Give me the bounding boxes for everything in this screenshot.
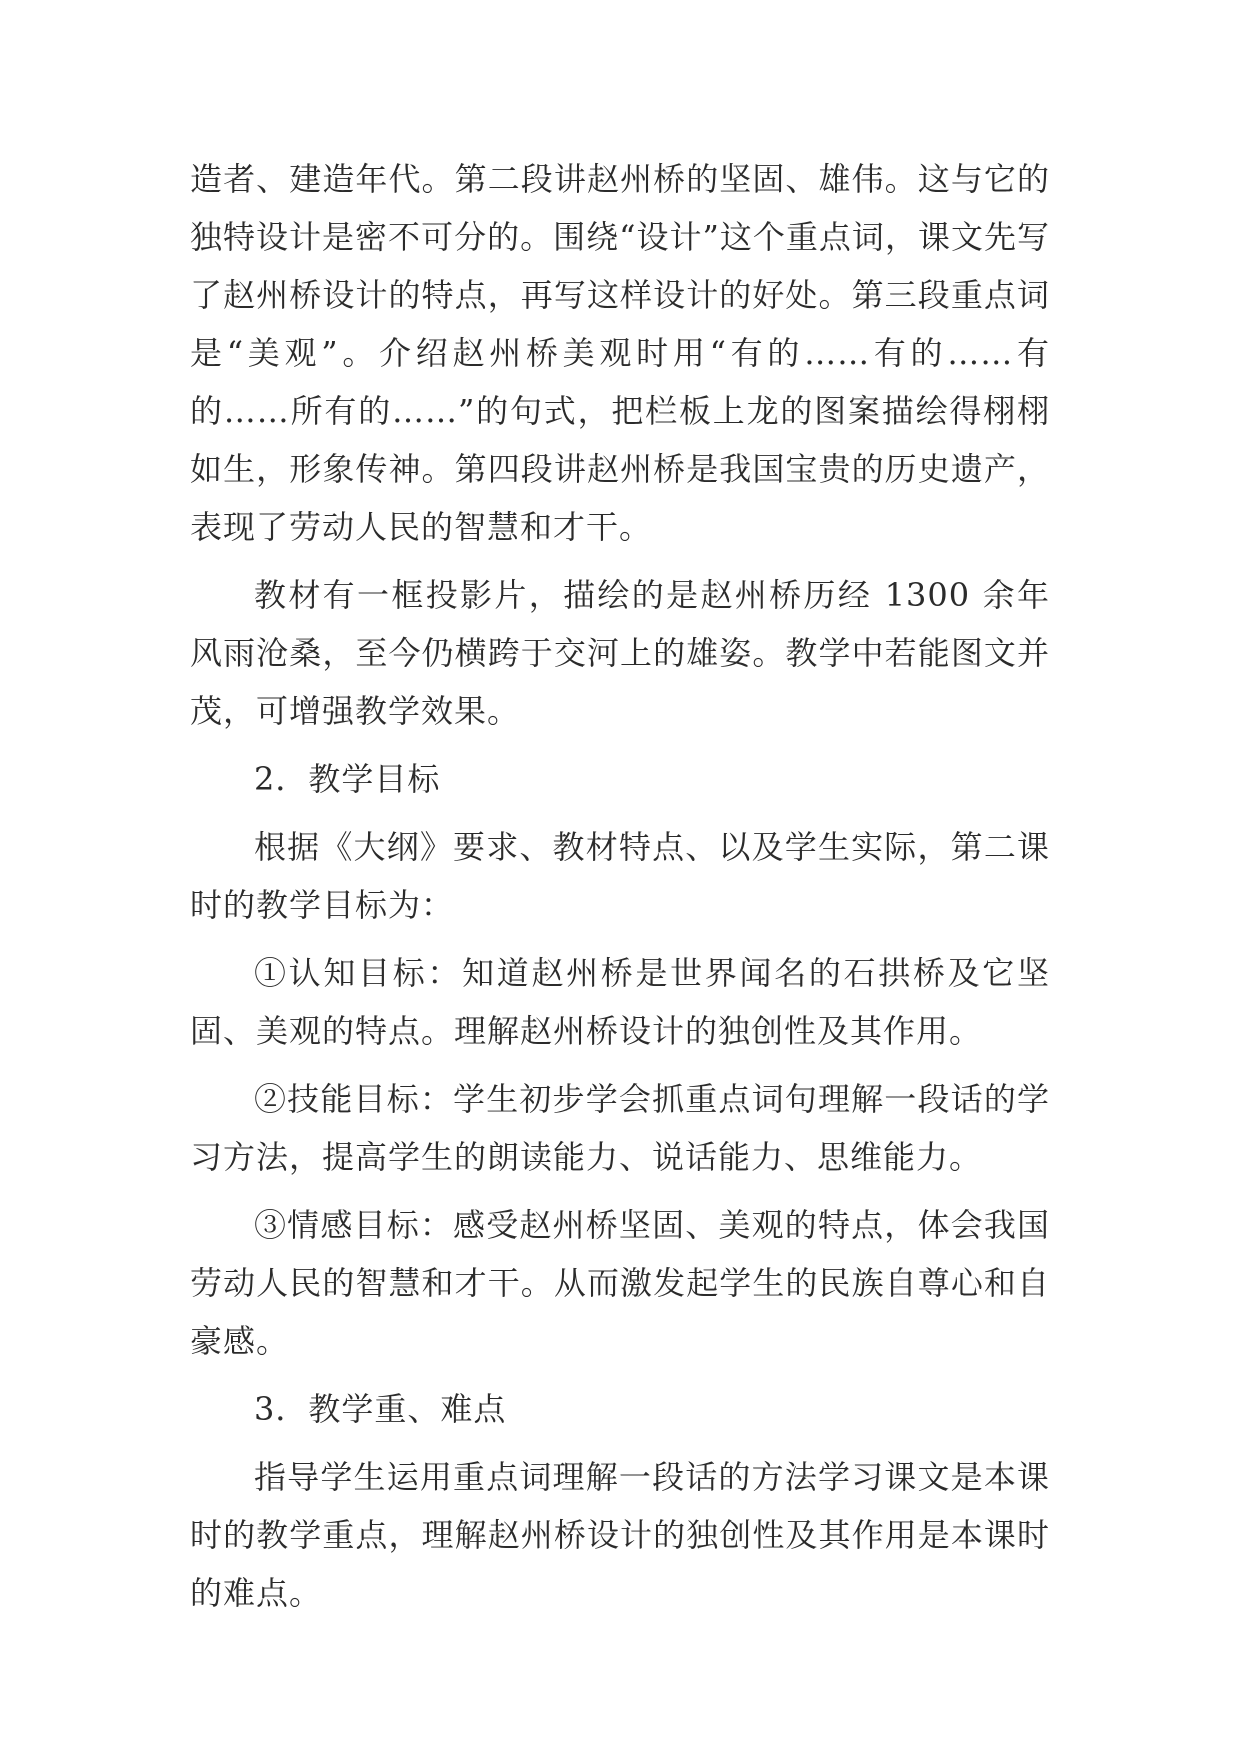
paragraph-continuation: 造者、建造年代。第二段讲赵州桥的坚固、雄伟。这与它的独特设计是密不可分的。围绕“设计”这个重点词，课文先写了赵州桥设计的特点，再写这样设计的好处。第三段重点词是“美观”。介绍赵州桥美观时用“有的……有的……有的……所有的……”的句式，把栏板上龙的图案描绘得栩栩如生，形象传神。第四段讲赵州桥是我国宝贵的历史遗产，表现了劳动人民的智慧和才干。 [190, 160, 1050, 546]
document-body [190, 150, 1050, 1632]
paragraph-emotional-goal: ③情感目标：感受赵州桥坚固、美观的特点，体会我国劳动人民的智慧和才干。从而激发起学生的民族自尊心和自豪感。 [190, 1206, 1050, 1360]
paragraph-skill-goal: ②技能目标：学生初步学会抓重点词句理解一段话的学习方法，提高学生的朗读能力、说话能力、思维能力。 [190, 1080, 1050, 1176]
paragraph-key-points: 指导学生运用重点词理解一段话的方法学习课文是本课时的教学重点，理解赵州桥设计的独创性及其作用是本课时的难点。 [190, 1458, 1050, 1612]
paragraph-teaching-material: 教材有一框投影片，描绘的是赵州桥历经 1300 余年风雨沧桑，至今仍横跨于交河上的雄姿。教学中若能图文并茂，可增强教学效果。 [190, 576, 1050, 730]
paragraph-cognitive-goal: ①认知目标：知道赵州桥是世界闻名的石拱桥及它坚固、美观的特点。理解赵州桥设计的独创性及其作用。 [190, 954, 1050, 1050]
section-heading-teaching-goals: 2．教学目标 [254, 760, 441, 798]
paragraph-goals-intro: 根据《大纲》要求、教材特点、以及学生实际，第二课时的教学目标为： [190, 828, 1050, 924]
section-heading-key-points: 3．教学重、难点 [254, 1390, 507, 1428]
